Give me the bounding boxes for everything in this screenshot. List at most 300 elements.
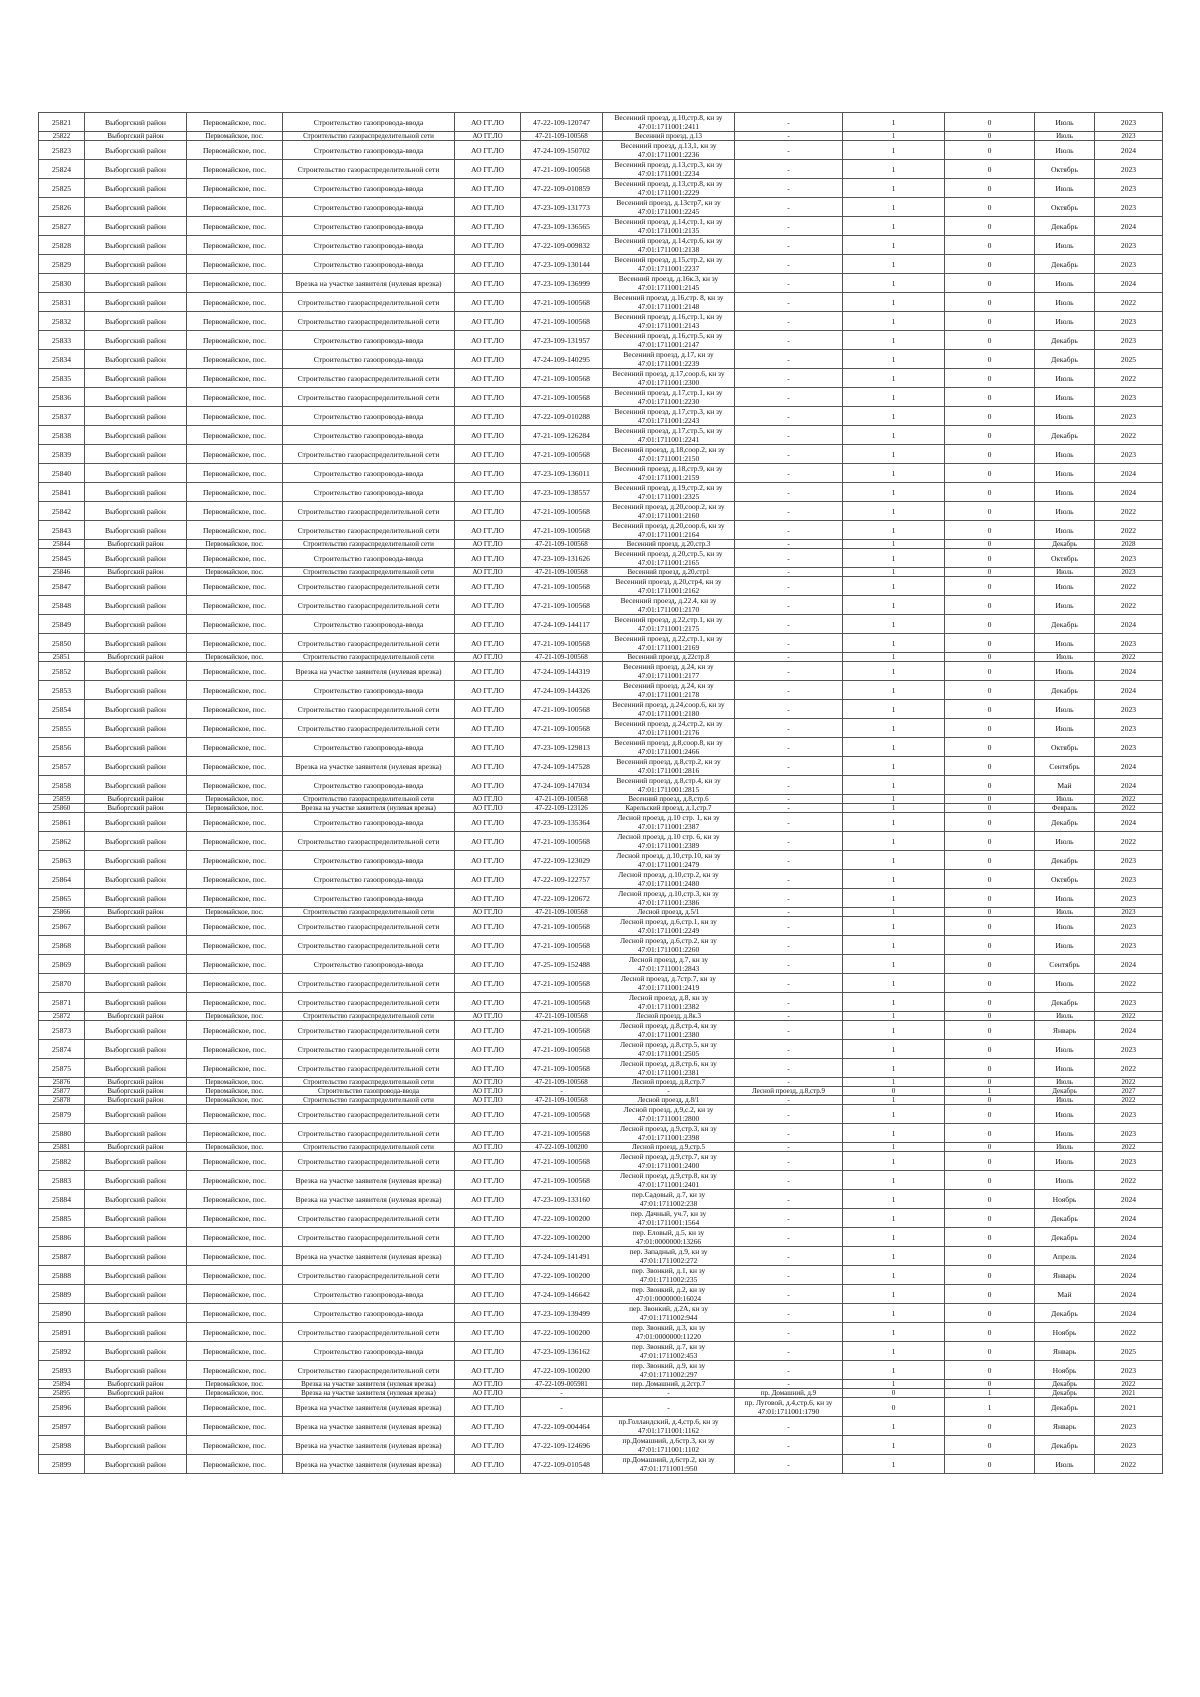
district-cell: Выборгский район xyxy=(85,198,187,217)
row-number: 25840 xyxy=(39,464,85,483)
organization-cell: АО ГГ.ЛО xyxy=(455,350,521,369)
table-row xyxy=(39,634,1163,653)
flag-a-cell: 1 xyxy=(843,113,945,132)
district-cell: Выборгский район xyxy=(85,521,187,540)
settlement-cell: Первомайское, пос. xyxy=(187,577,283,596)
district-cell: Выборгский район xyxy=(85,889,187,908)
year-cell: 2023 xyxy=(1095,198,1163,217)
month-cell: Июль xyxy=(1035,596,1095,615)
alt-address-cell: - xyxy=(735,804,843,813)
year-cell: 2024 xyxy=(1095,1190,1163,1209)
settlement-cell: Первомайское, пос. xyxy=(187,1021,283,1040)
code-cell: 47-24-109-150702 xyxy=(521,141,603,160)
year-cell: 2023 xyxy=(1095,160,1163,179)
row-number: 25893 xyxy=(39,1361,85,1380)
work-type-cell: Врезка на участке заявителя (нулевая врезка) xyxy=(283,1398,455,1417)
flag-a-cell: 1 xyxy=(843,870,945,889)
table-row xyxy=(39,1304,1163,1323)
code-cell: 47-21-109-100568 xyxy=(521,917,603,936)
settlement-cell: Первомайское, пос. xyxy=(187,198,283,217)
year-cell: 2025 xyxy=(1095,1342,1163,1361)
organization-cell: АО ГГ.ЛО xyxy=(455,1021,521,1040)
address-cell: Весенний проезд, д.15,стр.2, кн зу 47:01:1711001:2237 xyxy=(603,255,735,274)
row-number: 25858 xyxy=(39,776,85,795)
settlement-cell: Первомайское, пос. xyxy=(187,549,283,568)
row-number: 25835 xyxy=(39,369,85,388)
address-cell: Весенний проезд, д.20,стр1 xyxy=(603,568,735,577)
row-number: 25880 xyxy=(39,1124,85,1143)
settlement-cell: Первомайское, пос. xyxy=(187,483,283,502)
address-cell: пр.Домашний, д.6стр.2, кн зу 47:01:1711001:950 xyxy=(603,1455,735,1474)
settlement-cell: Первомайское, пос. xyxy=(187,634,283,653)
table-row xyxy=(39,851,1163,870)
table-row xyxy=(39,274,1163,293)
row-number: 25827 xyxy=(39,217,85,236)
year-cell: 2024 xyxy=(1095,813,1163,832)
year-cell: 2022 xyxy=(1095,1143,1163,1152)
settlement-cell: Первомайское, пос. xyxy=(187,653,283,662)
row-number: 25852 xyxy=(39,662,85,681)
flag-a-cell: 1 xyxy=(843,577,945,596)
flag-a-cell: 1 xyxy=(843,445,945,464)
month-cell: Июль xyxy=(1035,889,1095,908)
row-number: 25868 xyxy=(39,936,85,955)
table-row xyxy=(39,1417,1163,1436)
month-cell: Январь xyxy=(1035,1417,1095,1436)
table-row xyxy=(39,331,1163,350)
month-cell: Июль xyxy=(1035,141,1095,160)
year-cell: 2022 xyxy=(1095,502,1163,521)
code-cell: 47-21-109-100568 xyxy=(521,132,603,141)
table-row xyxy=(39,568,1163,577)
settlement-cell: Первомайское, пос. xyxy=(187,445,283,464)
table-row xyxy=(39,1209,1163,1228)
year-cell: 2023 xyxy=(1095,738,1163,757)
row-number: 25863 xyxy=(39,851,85,870)
year-cell: 2022 xyxy=(1095,1059,1163,1078)
settlement-cell: Первомайское, пос. xyxy=(187,1304,283,1323)
code-cell: 47-21-109-100568 xyxy=(521,568,603,577)
district-cell: Выборгский район xyxy=(85,464,187,483)
flag-b-cell: 0 xyxy=(945,236,1035,255)
organization-cell: АО ГГ.ЛО xyxy=(455,1152,521,1171)
month-cell: Май xyxy=(1035,1285,1095,1304)
address-cell: Лесной проезд, д.8/1 xyxy=(603,1096,735,1105)
flag-b-cell: 0 xyxy=(945,700,1035,719)
organization-cell: АО ГГ.ЛО xyxy=(455,502,521,521)
row-number: 25843 xyxy=(39,521,85,540)
code-cell: 47-21-109-100568 xyxy=(521,1012,603,1021)
organization-cell: АО ГГ.ЛО xyxy=(455,870,521,889)
year-cell: 2022 xyxy=(1095,369,1163,388)
flag-a-cell: 1 xyxy=(843,813,945,832)
table-row xyxy=(39,1380,1163,1389)
address-cell: Весенний проезд, д.24, кн зу 47:01:1711001:2177 xyxy=(603,662,735,681)
code-cell: 47-23-109-136162 xyxy=(521,1342,603,1361)
alt-address-cell: - xyxy=(735,179,843,198)
alt-address-cell: - xyxy=(735,1228,843,1247)
settlement-cell: Первомайское, пос. xyxy=(187,407,283,426)
district-cell: Выборгский район xyxy=(85,719,187,738)
row-number: 25892 xyxy=(39,1342,85,1361)
flag-b-cell: 0 xyxy=(945,1171,1035,1190)
settlement-cell: Первомайское, пос. xyxy=(187,1012,283,1021)
month-cell: Июль xyxy=(1035,1124,1095,1143)
table-row xyxy=(39,795,1163,804)
alt-address-cell: - xyxy=(735,1078,843,1087)
month-cell: Ноябрь xyxy=(1035,1190,1095,1209)
alt-address-cell: - xyxy=(735,1096,843,1105)
organization-cell: АО ГГ.ЛО xyxy=(455,1228,521,1247)
alt-address-cell: - xyxy=(735,917,843,936)
organization-cell: АО ГГ.ЛО xyxy=(455,1389,521,1398)
flag-a-cell: 1 xyxy=(843,1455,945,1474)
year-cell: 2023 xyxy=(1095,1417,1163,1436)
code-cell: 47-21-109-100568 xyxy=(521,936,603,955)
row-number: 25873 xyxy=(39,1021,85,1040)
alt-address-cell: - xyxy=(735,908,843,917)
table-row xyxy=(39,113,1163,132)
flag-a-cell: 1 xyxy=(843,1190,945,1209)
flag-b-cell: 0 xyxy=(945,1436,1035,1455)
month-cell: Июль xyxy=(1035,483,1095,502)
flag-a-cell: 1 xyxy=(843,407,945,426)
alt-address-cell: - xyxy=(735,832,843,851)
month-cell: Ноябрь xyxy=(1035,1361,1095,1380)
settlement-cell: Первомайское, пос. xyxy=(187,719,283,738)
flag-a-cell: 0 xyxy=(843,1087,945,1096)
flag-a-cell: 1 xyxy=(843,1323,945,1342)
row-number: 25825 xyxy=(39,179,85,198)
year-cell: 2024 xyxy=(1095,681,1163,700)
flag-b-cell: 1 xyxy=(945,1389,1035,1398)
row-number: 25898 xyxy=(39,1436,85,1455)
settlement-cell: Первомайское, пос. xyxy=(187,1389,283,1398)
settlement-cell: Первомайское, пос. xyxy=(187,1455,283,1474)
row-number: 25828 xyxy=(39,236,85,255)
alt-address-cell: - xyxy=(735,350,843,369)
row-number: 25862 xyxy=(39,832,85,851)
year-cell: 2023 xyxy=(1095,936,1163,955)
year-cell: 2023 xyxy=(1095,179,1163,198)
table-row xyxy=(39,350,1163,369)
work-type-cell: Строительство газораспределительной сети xyxy=(283,1266,455,1285)
month-cell: Октябрь xyxy=(1035,198,1095,217)
code-cell: 47-21-109-100568 xyxy=(521,312,603,331)
alt-address-cell: - xyxy=(735,549,843,568)
flag-a-cell: 1 xyxy=(843,1124,945,1143)
flag-a-cell: 1 xyxy=(843,426,945,445)
district-cell: Выборгский район xyxy=(85,1228,187,1247)
code-cell: 47-22-109-124696 xyxy=(521,1436,603,1455)
district-cell: Выборгский район xyxy=(85,445,187,464)
organization-cell: АО ГГ.ЛО xyxy=(455,464,521,483)
code-cell: 47-21-109-100568 xyxy=(521,160,603,179)
code-cell: 47-23-109-130144 xyxy=(521,255,603,274)
organization-cell: АО ГГ.ЛО xyxy=(455,568,521,577)
organization-cell: АО ГГ.ЛО xyxy=(455,596,521,615)
organization-cell: АО ГГ.ЛО xyxy=(455,1380,521,1389)
table-row xyxy=(39,483,1163,502)
flag-b-cell: 0 xyxy=(945,1380,1035,1389)
flag-b-cell: 0 xyxy=(945,132,1035,141)
table-row xyxy=(39,464,1163,483)
settlement-cell: Первомайское, пос. xyxy=(187,331,283,350)
district-cell: Выборгский район xyxy=(85,160,187,179)
organization-cell: АО ГГ.ЛО xyxy=(455,615,521,634)
flag-b-cell: 0 xyxy=(945,160,1035,179)
district-cell: Выборгский район xyxy=(85,908,187,917)
settlement-cell: Первомайское, пос. xyxy=(187,1152,283,1171)
organization-cell: АО ГГ.ЛО xyxy=(455,804,521,813)
organization-cell: АО ГГ.ЛО xyxy=(455,1078,521,1087)
flag-b-cell: 0 xyxy=(945,738,1035,757)
table-row xyxy=(39,1342,1163,1361)
flag-a-cell: 1 xyxy=(843,1040,945,1059)
alt-address-cell: - xyxy=(735,445,843,464)
address-cell: Весенний проезд, д.22,стр.1, кн зу 47:01:1711001:2169 xyxy=(603,634,735,653)
code-cell: 47-21-109-100568 xyxy=(521,700,603,719)
settlement-cell: Первомайское, пос. xyxy=(187,1078,283,1087)
alt-address-cell: - xyxy=(735,936,843,955)
district-cell: Выборгский район xyxy=(85,700,187,719)
work-type-cell: Врезка на участке заявителя (нулевая врезка) xyxy=(283,1389,455,1398)
flag-a-cell: 1 xyxy=(843,1021,945,1040)
district-cell: Выборгский район xyxy=(85,596,187,615)
settlement-cell: Первомайское, пос. xyxy=(187,813,283,832)
row-number: 25866 xyxy=(39,908,85,917)
year-cell: 2024 xyxy=(1095,1247,1163,1266)
row-number: 25831 xyxy=(39,293,85,312)
code-cell: 47-21-109-100568 xyxy=(521,832,603,851)
organization-cell: АО ГГ.ЛО xyxy=(455,293,521,312)
organization-cell: АО ГГ.ЛО xyxy=(455,113,521,132)
flag-b-cell: 1 xyxy=(945,1087,1035,1096)
year-cell: 2024 xyxy=(1095,1266,1163,1285)
work-type-cell: Строительство газопровода-ввода xyxy=(283,179,455,198)
month-cell: Июль xyxy=(1035,1059,1095,1078)
settlement-cell: Первомайское, пос. xyxy=(187,1342,283,1361)
district-cell: Выборгский район xyxy=(85,426,187,445)
year-cell: 2022 xyxy=(1095,795,1163,804)
code-cell: 47-24-109-144319 xyxy=(521,662,603,681)
row-number: 25848 xyxy=(39,596,85,615)
flag-a-cell: 1 xyxy=(843,889,945,908)
flag-b-cell: 0 xyxy=(945,615,1035,634)
flag-b-cell: 0 xyxy=(945,719,1035,738)
month-cell: Декабрь xyxy=(1035,331,1095,350)
year-cell: 2024 xyxy=(1095,1228,1163,1247)
row-number: 25899 xyxy=(39,1455,85,1474)
year-cell: 2024 xyxy=(1095,141,1163,160)
flag-a-cell: 1 xyxy=(843,1143,945,1152)
alt-address-cell: - xyxy=(735,738,843,757)
flag-a-cell: 1 xyxy=(843,1285,945,1304)
district-cell: Выборгский район xyxy=(85,369,187,388)
district-cell: Выборгский район xyxy=(85,634,187,653)
settlement-cell: Первомайское, пос. xyxy=(187,1361,283,1380)
code-cell: 47-21-109-100568 xyxy=(521,540,603,549)
settlement-cell: Первомайское, пос. xyxy=(187,974,283,993)
alt-address-cell: - xyxy=(735,540,843,549)
district-cell: Выборгский район xyxy=(85,1285,187,1304)
code-cell: 47-21-109-100568 xyxy=(521,1059,603,1078)
work-type-cell: Строительство газораспределительной сети xyxy=(283,577,455,596)
table-row xyxy=(39,804,1163,813)
organization-cell: АО ГГ.ЛО xyxy=(455,974,521,993)
flag-a-cell: 1 xyxy=(843,738,945,757)
address-cell: пр.Домашний, д.6стр.3, кн зу 47:01:1711001:1102 xyxy=(603,1436,735,1455)
settlement-cell: Первомайское, пос. xyxy=(187,350,283,369)
work-type-cell: Строительство газораспределительной сети xyxy=(283,936,455,955)
work-type-cell: Строительство газопровода-ввода xyxy=(283,350,455,369)
year-cell: 2022 xyxy=(1095,1380,1163,1389)
code-cell: 47-23-109-131957 xyxy=(521,331,603,350)
organization-cell: АО ГГ.ЛО xyxy=(455,719,521,738)
flag-b-cell: 0 xyxy=(945,936,1035,955)
district-cell: Выборгский район xyxy=(85,217,187,236)
work-type-cell: Строительство газораспределительной сети xyxy=(283,1096,455,1105)
table-row xyxy=(39,1285,1163,1304)
code-cell: 47-22-109-100200 xyxy=(521,1209,603,1228)
work-type-cell: Строительство газопровода-ввода xyxy=(283,464,455,483)
flag-a-cell: 1 xyxy=(843,1436,945,1455)
address-cell: Весенний проезд, д.17,соор.6, кн зу 47:01:1711001:2300 xyxy=(603,369,735,388)
row-number: 25889 xyxy=(39,1285,85,1304)
address-cell: Лесной проезд, д.9,стр.3, кн зу 47:01:1711001:2398 xyxy=(603,1124,735,1143)
settlement-cell: Первомайское, пос. xyxy=(187,160,283,179)
alt-address-cell: - xyxy=(735,974,843,993)
month-cell: Ноябрь xyxy=(1035,1323,1095,1342)
organization-cell: АО ГГ.ЛО xyxy=(455,1105,521,1124)
address-cell: Лесной проезд, д.6,стр.1, кн зу 47:01:1711001:2249 xyxy=(603,917,735,936)
year-cell: 2024 xyxy=(1095,615,1163,634)
alt-address-cell: - xyxy=(735,312,843,331)
alt-address-cell: - xyxy=(735,1012,843,1021)
table-row xyxy=(39,141,1163,160)
flag-a-cell: 1 xyxy=(843,132,945,141)
year-cell: 2024 xyxy=(1095,1021,1163,1040)
work-type-cell: Строительство газопровода-ввода xyxy=(283,681,455,700)
row-number: 25874 xyxy=(39,1040,85,1059)
month-cell: Июль xyxy=(1035,908,1095,917)
flag-b-cell: 0 xyxy=(945,331,1035,350)
settlement-cell: Первомайское, пос. xyxy=(187,217,283,236)
address-cell: пер. Домашний, д.2стр.7 xyxy=(603,1380,735,1389)
organization-cell: АО ГГ.ЛО xyxy=(455,917,521,936)
table-row xyxy=(39,936,1163,955)
table-row xyxy=(39,889,1163,908)
address-cell: Лесной проезд, д.8к.3 xyxy=(603,1012,735,1021)
work-type-cell: Строительство газопровода-ввода xyxy=(283,141,455,160)
flag-a-cell: 1 xyxy=(843,596,945,615)
flag-a-cell: 1 xyxy=(843,804,945,813)
year-cell: 2022 xyxy=(1095,832,1163,851)
row-number: 25855 xyxy=(39,719,85,738)
settlement-cell: Первомайское, пос. xyxy=(187,369,283,388)
code-cell: 47-22-109-100200 xyxy=(521,1323,603,1342)
year-cell: 2023 xyxy=(1095,993,1163,1012)
work-type-cell: Строительство газопровода-ввода xyxy=(283,483,455,502)
alt-address-cell: - xyxy=(735,568,843,577)
alt-address-cell: - xyxy=(735,160,843,179)
flag-a-cell: 1 xyxy=(843,936,945,955)
work-type-cell: Врезка на участке заявителя (нулевая врезка) xyxy=(283,1436,455,1455)
alt-address-cell: - xyxy=(735,719,843,738)
settlement-cell: Первомайское, пос. xyxy=(187,662,283,681)
month-cell: Июль xyxy=(1035,312,1095,331)
organization-cell: АО ГГ.ЛО xyxy=(455,198,521,217)
work-type-cell: Строительство газораспределительной сети xyxy=(283,369,455,388)
organization-cell: АО ГГ.ЛО xyxy=(455,236,521,255)
code-cell: 47-21-109-100568 xyxy=(521,1171,603,1190)
organization-cell: АО ГГ.ЛО xyxy=(455,738,521,757)
code-cell: 47-21-109-100568 xyxy=(521,908,603,917)
district-cell: Выборгский район xyxy=(85,974,187,993)
district-cell: Выборгский район xyxy=(85,917,187,936)
flag-a-cell: 1 xyxy=(843,141,945,160)
settlement-cell: Первомайское, пос. xyxy=(187,908,283,917)
alt-address-cell: - xyxy=(735,464,843,483)
table-row xyxy=(39,1059,1163,1078)
alt-address-cell: - xyxy=(735,662,843,681)
organization-cell: АО ГГ.ЛО xyxy=(455,217,521,236)
settlement-cell: Первомайское, пос. xyxy=(187,1124,283,1143)
row-number: 25839 xyxy=(39,445,85,464)
code-cell: 47-21-109-100568 xyxy=(521,445,603,464)
month-cell: Декабрь xyxy=(1035,1398,1095,1417)
code-cell: 47-23-109-131626 xyxy=(521,549,603,568)
settlement-cell: Первомайское, пос. xyxy=(187,776,283,795)
table-row xyxy=(39,955,1163,974)
settlement-cell: Первомайское, пос. xyxy=(187,274,283,293)
year-cell: 2023 xyxy=(1095,1040,1163,1059)
settlement-cell: Первомайское, пос. xyxy=(187,615,283,634)
work-type-cell: Строительство газораспределительной сети xyxy=(283,719,455,738)
month-cell: Декабрь xyxy=(1035,1389,1095,1398)
flag-b-cell: 0 xyxy=(945,870,1035,889)
table-row xyxy=(39,549,1163,568)
flag-a-cell: 1 xyxy=(843,1105,945,1124)
flag-a-cell: 1 xyxy=(843,757,945,776)
address-cell: Весенний проезд, д.14,стр.6, кн зу 47:01:1711001:2138 xyxy=(603,236,735,255)
code-cell: 47-21-109-100568 xyxy=(521,1040,603,1059)
year-cell: 2023 xyxy=(1095,549,1163,568)
district-cell: Выборгский район xyxy=(85,1436,187,1455)
code-cell: 47-21-109-100568 xyxy=(521,719,603,738)
organization-cell: АО ГГ.ЛО xyxy=(455,813,521,832)
month-cell: Июль xyxy=(1035,274,1095,293)
year-cell: 2023 xyxy=(1095,255,1163,274)
month-cell: Апрель xyxy=(1035,1247,1095,1266)
alt-address-cell: - xyxy=(735,653,843,662)
organization-cell: АО ГГ.ЛО xyxy=(455,521,521,540)
row-number: 25854 xyxy=(39,700,85,719)
month-cell: Июль xyxy=(1035,700,1095,719)
organization-cell: АО ГГ.ЛО xyxy=(455,1398,521,1417)
flag-b-cell: 0 xyxy=(945,1228,1035,1247)
work-type-cell: Строительство газораспределительной сети xyxy=(283,568,455,577)
work-type-cell: Строительство газораспределительной сети xyxy=(283,312,455,331)
table-row xyxy=(39,1087,1163,1096)
month-cell: Июль xyxy=(1035,1078,1095,1087)
flag-a-cell: 1 xyxy=(843,719,945,738)
alt-address-cell: пр. Луговой, д.4,стр.6, кн зу 47:01:1711001:1790 xyxy=(735,1398,843,1417)
settlement-cell: Первомайское, пос. xyxy=(187,1171,283,1190)
alt-address-cell: - xyxy=(735,1266,843,1285)
table-row xyxy=(39,596,1163,615)
row-number: 25895 xyxy=(39,1389,85,1398)
